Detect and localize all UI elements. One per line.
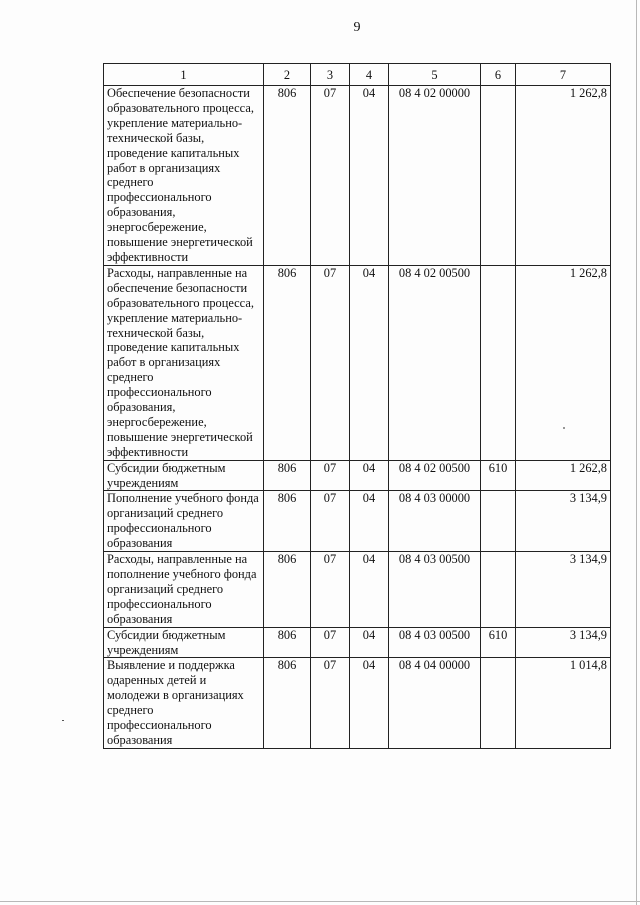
column-header-6: 6 xyxy=(481,64,516,86)
table-row xyxy=(104,552,611,628)
page-number: 9 xyxy=(353,20,361,35)
subsection-cell: 04 xyxy=(350,491,389,552)
table-row xyxy=(104,627,611,658)
expense-type-cell xyxy=(481,491,516,552)
expense-type-cell: 610 xyxy=(481,460,516,491)
column-header-4: 4 xyxy=(350,64,389,86)
scan-speck xyxy=(563,427,565,429)
target-article-cell: 08 4 03 00500 xyxy=(389,552,481,628)
table-row xyxy=(104,265,611,460)
ved-cell: 806 xyxy=(264,627,311,658)
table-row xyxy=(104,460,611,491)
row-name-cell: Пополнение учебного фонда организаций среднего профессионального образования xyxy=(104,491,264,552)
amount-cell: 1 262,8 xyxy=(516,265,611,460)
column-header-2: 2 xyxy=(264,64,311,86)
section-cell: 07 xyxy=(311,627,350,658)
ved-cell: 806 xyxy=(264,460,311,491)
section-cell: 07 xyxy=(311,460,350,491)
subsection-cell: 04 xyxy=(350,658,389,748)
expense-type-cell xyxy=(481,265,516,460)
section-cell: 07 xyxy=(311,658,350,748)
target-article-cell: 08 4 02 00500 xyxy=(389,460,481,491)
expense-type-cell xyxy=(481,552,516,628)
amount-cell: 3 134,9 xyxy=(516,491,611,552)
table-header-row xyxy=(104,64,611,86)
scan-edge-right xyxy=(636,0,637,905)
subsection-cell: 04 xyxy=(350,627,389,658)
amount-cell: 3 134,9 xyxy=(516,627,611,658)
ved-cell: 806 xyxy=(264,658,311,748)
target-article-cell: 08 4 02 00000 xyxy=(389,86,481,266)
ved-cell: 806 xyxy=(264,491,311,552)
column-header-1: 1 xyxy=(104,64,264,86)
expense-type-cell: 610 xyxy=(481,627,516,658)
target-article-cell: 08 4 03 00500 xyxy=(389,627,481,658)
section-cell: 07 xyxy=(311,491,350,552)
expense-type-cell xyxy=(481,658,516,748)
ved-cell: 806 xyxy=(264,265,311,460)
table-row xyxy=(104,658,611,748)
target-article-cell: 08 4 03 00000 xyxy=(389,491,481,552)
column-header-3: 3 xyxy=(311,64,350,86)
amount-cell: 1 014,8 xyxy=(516,658,611,748)
table-row xyxy=(104,491,611,552)
row-name-cell: Расходы, направленные на обеспечение безопасности образовательного процесса, укрепление материально-технической базы, проведение капитальных работ в организациях среднего профессионального образования, энергосбережение, повышение энергетической эффективности xyxy=(104,265,264,460)
table-row xyxy=(104,86,611,266)
target-article-cell: 08 4 04 00000 xyxy=(389,658,481,748)
section-cell: 07 xyxy=(311,265,350,460)
budget-table xyxy=(103,63,611,749)
row-name-cell: Расходы, направленные на пополнение учебного фонда организаций среднего профессионального образования xyxy=(104,552,264,628)
column-header-7: 7 xyxy=(516,64,611,86)
section-cell: 07 xyxy=(311,552,350,628)
target-article-cell: 08 4 02 00500 xyxy=(389,265,481,460)
row-name-cell: Субсидии бюджетным учреждениям xyxy=(104,460,264,491)
column-header-5: 5 xyxy=(389,64,481,86)
subsection-cell: 04 xyxy=(350,552,389,628)
section-cell: 07 xyxy=(311,86,350,266)
subsection-cell: 04 xyxy=(350,460,389,491)
scan-edge-bottom xyxy=(0,901,640,902)
ved-cell: 806 xyxy=(264,86,311,266)
row-name-cell: Выявление и поддержка одаренных детей и молодежи в организациях среднего профессионального образования xyxy=(104,658,264,748)
amount-cell: 3 134,9 xyxy=(516,552,611,628)
subsection-cell: 04 xyxy=(350,86,389,266)
amount-cell: 1 262,8 xyxy=(516,460,611,491)
amount-cell: 1 262,8 xyxy=(516,86,611,266)
subsection-cell: 04 xyxy=(350,265,389,460)
margin-mark xyxy=(62,720,64,721)
expense-type-cell xyxy=(481,86,516,266)
ved-cell: 806 xyxy=(264,552,311,628)
row-name-cell: Обеспечение безопасности образовательного процесса, укрепление материально-технической базы, проведение капитальных работ в организациях среднего профессионального образования, энергосбережение, повышение энергетической эффективности xyxy=(104,86,264,266)
row-name-cell: Субсидии бюджетным учреждениям xyxy=(104,627,264,658)
